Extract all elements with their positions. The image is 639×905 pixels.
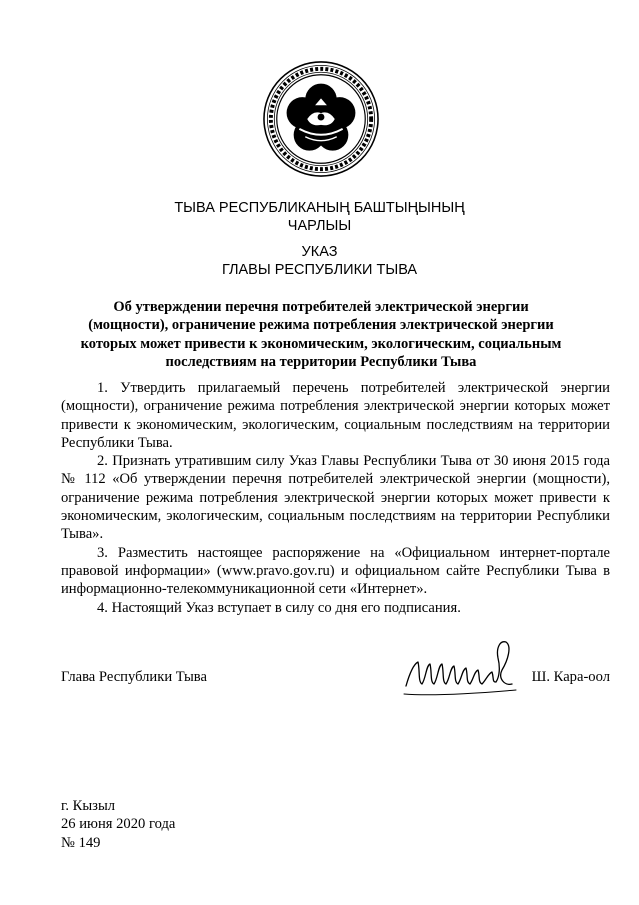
signature-block bbox=[61, 668, 610, 688]
paragraph-3: 3. Разместить настоящее распоряжение на «Официальном интернет-портале правовой информации» (www.pravo.gov.ru) и официальном сайте Республики Тыва в информационно-телекоммуникационной сети «Интернет». bbox=[61, 544, 610, 598]
footer-city: г. Кызыл bbox=[61, 798, 116, 814]
header-tyva-line-2: ЧАРЛЫЫ bbox=[287, 218, 352, 234]
footer-number: № 149 bbox=[61, 834, 101, 851]
decree-body bbox=[61, 379, 610, 617]
header-russian bbox=[0, 243, 639, 279]
decree-title bbox=[78, 298, 564, 371]
coat-of-arms-emblem bbox=[262, 60, 380, 178]
paragraph-2: 2. Признать утратившим силу Указ Главы Республики Тыва от 30 июня 2015 года № 112 «Об утверждении перечня потребителей электрической энергии (мощности), ограничение режима потребления электрической энергии которых может привести к экономическим, экологическим, социальным последствиям на территории Республики Тыва». bbox=[61, 453, 610, 543]
decree-footer bbox=[61, 797, 175, 852]
handwritten-signature bbox=[400, 636, 526, 702]
header-tyva-line-1: ТЫВА РЕСПУБЛИКАНЫҢ БАШТЫҢЫНЫҢ bbox=[174, 200, 465, 216]
title-line-1: Об утверждении перечня потребителей электрической энергии bbox=[113, 299, 529, 315]
title-line-4: последствиям на территории Республики Тыва bbox=[165, 353, 477, 370]
signatory-position: Глава Республики Тыва bbox=[61, 669, 207, 685]
header-head-of-republic: ГЛАВЫ РЕСПУБЛИКИ ТЫВА bbox=[221, 262, 418, 278]
header-tyva bbox=[0, 199, 639, 235]
title-line-3: которых может привести к экономическим, экологическим, социальным bbox=[80, 335, 562, 352]
signatory-name: Ш. Кара-оол bbox=[531, 669, 610, 685]
paragraph-1: 1. Утвердить прилагаемый перечень потребителей электрической энергии (мощности), ограничение режима потребления электрической энергии которых может привести к экономическим, экологическим, социальным последствиям на территории Республики Тыва. bbox=[61, 380, 610, 451]
footer-date: 26 июня 2020 года bbox=[61, 816, 176, 833]
paragraph-4: 4. Настоящий Указ вступает в силу со дня его подписания. bbox=[97, 599, 461, 616]
header-ukaz: УКАЗ bbox=[301, 244, 338, 260]
title-line-2: (мощности), ограничение режима потребления электрической энергии bbox=[88, 317, 554, 334]
